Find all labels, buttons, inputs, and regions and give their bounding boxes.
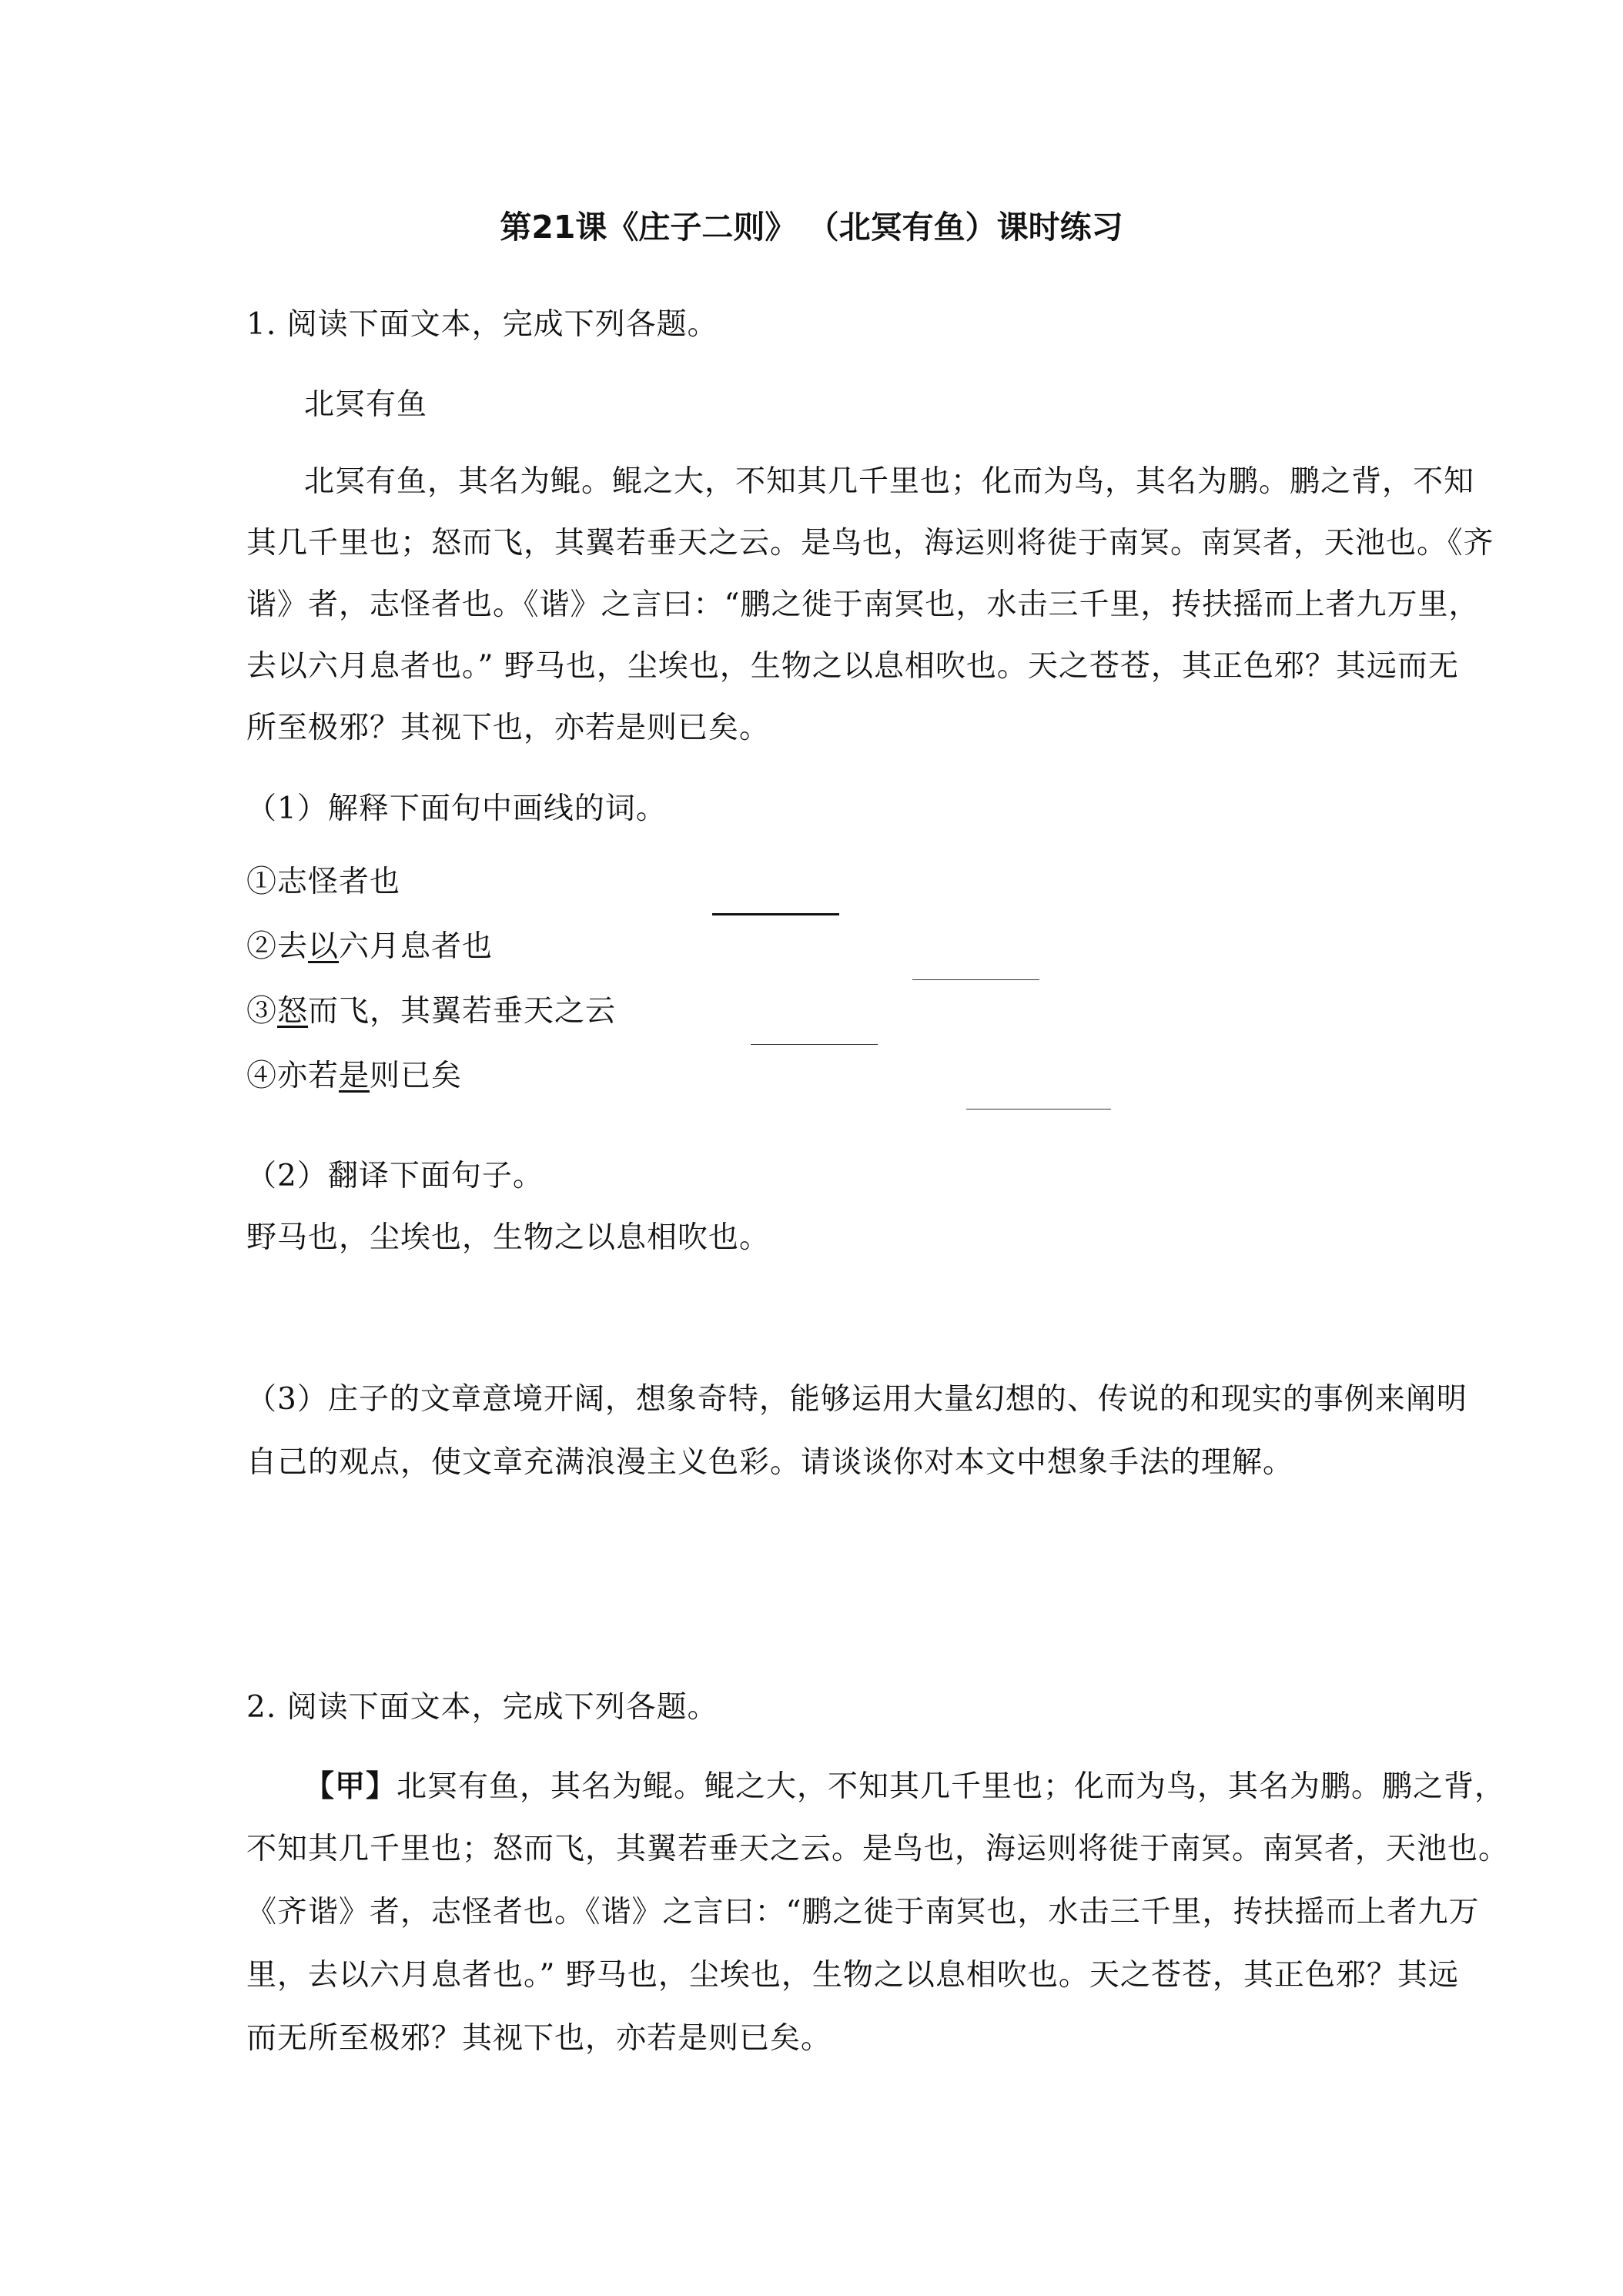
passage-line: 里，去以六月息者也。” 野马也，尘埃也，生物之以息相吹也。天之苍苍，其正色邪？其远 (246, 1958, 1459, 1993)
item-underlined-word: 怒 (277, 994, 309, 1029)
item-text-post: 怪者也 (308, 865, 401, 899)
vocab-item-4 (246, 1058, 462, 1095)
passage-title: 北冥有鱼 (304, 387, 428, 422)
answer-blank[interactable] (751, 1044, 878, 1045)
passage-line: 谐》者，志怪者也。《谐》之言曰：“鹏之徙于南冥也，水击三千里，抟扶摇而上者九万里， (246, 587, 1480, 622)
item-number: ② (246, 929, 278, 964)
passage-line (304, 1768, 1505, 1806)
passage-line: 所至极邪？其视下也，亦若是则已矣。 (246, 711, 771, 745)
item-underlined-word: 以 (308, 929, 340, 964)
subquestion-3-line: （3）庄子的文章意境开阔，想象奇特，能够运用大量幻想的、传说的和现实的事例来阐明 (246, 1382, 1467, 1417)
vocab-item-1 (246, 864, 400, 901)
item-number: ① (246, 865, 278, 899)
item-text-pre: 去 (277, 929, 309, 964)
vocab-item-2 (246, 929, 493, 966)
passage-line: 其几千里也；怒而飞，其翼若垂天之云。是鸟也，海运则将徙于南冥。南冥者，天池也。《齐 (246, 526, 1494, 561)
item-number: ④ (246, 1059, 278, 1093)
item-text-post: 六月息者也 (339, 929, 494, 964)
item-text-pre: 亦若 (277, 1059, 340, 1093)
passage-line: 而无所至极邪？其视下也，亦若是则已矣。 (246, 2021, 832, 2056)
passage-line: 北冥有鱼，其名为鲲。鲲之大，不知其几千里也；化而为鸟，其名为鹏。鹏之背，不知 (304, 464, 1475, 499)
vocab-item-3 (246, 993, 616, 1030)
item-underlined-word: 志 (277, 865, 309, 899)
question-2-intro: 2. 阅读下面文本，完成下列各题。 (246, 1690, 718, 1725)
item-text-post: 而飞，其翼若垂天之云 (308, 994, 617, 1029)
subquestion-1-prompt: （1）解释下面句中画线的词。 (246, 792, 667, 826)
answer-blank[interactable] (912, 979, 1039, 980)
answer-blank[interactable] (966, 1109, 1111, 1110)
subquestion-3-line: 自己的观点，使文章充满浪漫主义色彩。请谈谈你对本文中想象手法的理解。 (246, 1445, 1294, 1480)
item-underlined-word: 是 (339, 1059, 370, 1093)
subquestion-2-prompt: （2）翻译下面句子。 (246, 1159, 544, 1193)
passage-label: 【甲】 (304, 1769, 397, 1804)
passage-line: 不知其几千里也；怒而飞，其翼若垂天之云。是鸟也，海运则将徙于南冥。南冥者，天池也。 (246, 1832, 1510, 1866)
page-title: 第21课《庄子二则》 （北冥有鱼）课时练习 (500, 209, 1123, 246)
passage-line-text: 北冥有鱼，其名为鲲。鲲之大，不知其几千里也；化而为鸟，其名为鹏。鹏之背， (397, 1769, 1506, 1804)
item-number: ③ (246, 994, 278, 1029)
translation-sentence: 野马也，尘埃也，生物之以息相吹也。 (246, 1220, 771, 1255)
question-1-intro: 1. 阅读下面文本，完成下列各题。 (246, 307, 718, 342)
answer-blank[interactable] (712, 913, 839, 915)
passage-line: 《齐谐》者，志怪者也。《谐》之言曰：“鹏之徙于南冥也，水击三千里，抟扶摇而上者九万 (246, 1895, 1480, 1930)
passage-line: 去以六月息者也。” 野马也，尘埃也，生物之以息相吹也。天之苍苍，其正色邪？其远而无 (246, 649, 1459, 684)
item-text-post: 则已矣 (370, 1059, 463, 1093)
